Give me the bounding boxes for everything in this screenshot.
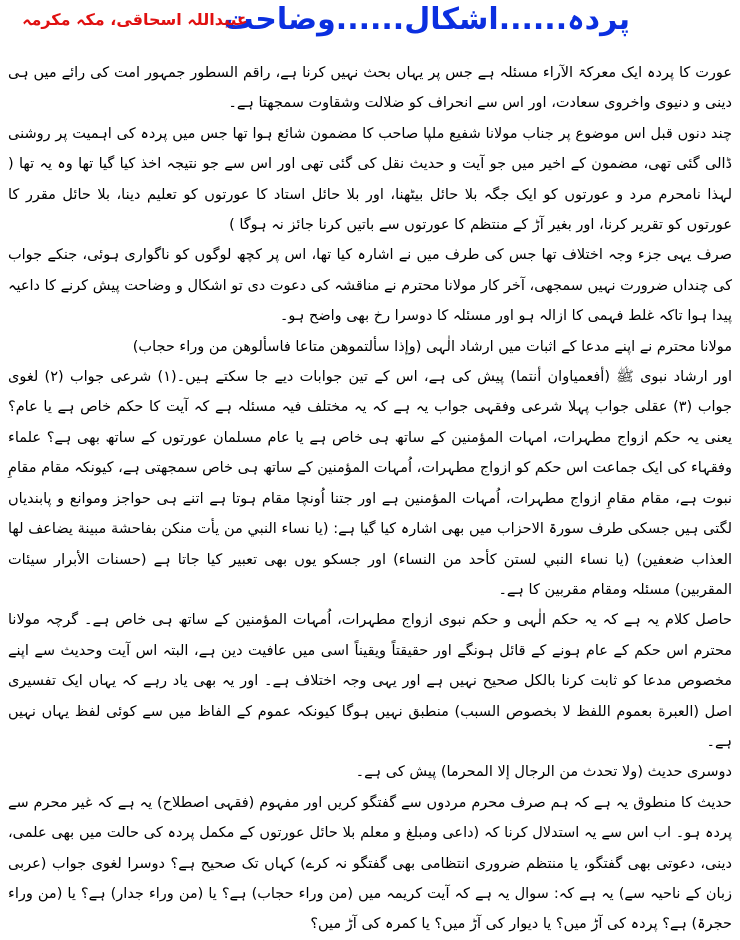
paragraph-quran-verse: مولانا محترم نے اپنے مدعا کے اثبات میں ارشاد الٰہی (وإذا سألتموهن متاعا فاسألوهن من وراء حجاب) (132, 338, 732, 355)
paragraph-intro: عورت کا پردہ ایک معرکۃ الآراء مسئلہ ہے جس پر یہاں بحث نہیں کرنا ہے، راقم السطور جمہور امت کی رائے میں ہی دینی و دنیوی واخروی سعادت، اور اس سے انحراف کو ضلالت وشقاوت سمجھتا ہے۔ (8, 65, 732, 112)
article-title: پردہ......اشکال......وضاحت (223, 2, 630, 37)
paragraph-background: چند دنوں قبل اس موضوع پر جناب مولانا شفیع ملپا صاحب کا مضمون شائع ہوا تھا جس میں پردہ کی اہمیت پر روشنی ڈالی گئی تھی، مضمون کے اخیر میں جو آیت و حدیث نقل کی گئی تھی اور اس سے جو نتیجہ اخذ کیا گیا تھا وہ یہ تھا ( لہذا نامحرم مرد و عورتوں کو ایک جگہ بلا حائل بیٹھنا، اور بلا حائل استاد کا عورتوں کو تعلیم دینا، بلا حائل مقرر کا عورتوں کو تقریر کرنا، اور بغیر آڑ کے منتظم کا عورتوں سے باتیں کرنا جائز نہ ہوگا ) (8, 125, 732, 234)
paragraph-second-hadith: دوسری حدیث (ولا تحدث من الرجال إلا المحرما) پیش کی ہے۔ (355, 764, 732, 781)
article-header (0, 0, 740, 50)
article-body (0, 50, 740, 940)
paragraph-first-answer: اور ارشاد نبوی ﷺ (أفعمياوان أنتما) پیش کی ہے، اس کے تین جوابات دیے جا سکتے ہیں۔(۱) شرعی جواب (۲) لغوی جواب (۳) عقلی جواب پہلا شرعی وفقہی جواب یہ ہے کہ یہ مختلف فیہ مسئلہ ہے کہ آیت کا حکم خاص ہے یا عام؟ یعنی یہ حکم ازواج مطہرات، امہات المؤمنین کے ساتھ ہی خاص ہے یا عام مسلمان عورتوں کے ساتھ بھی ہے؟ علماء وفقہاء کی ایک جماعت اس حکم کو ازواج مطہرات، اُمہات المؤمنین کے ساتھ ہی خاص سمجھتی ہے، کیونکہ مقام مقامِ نبوت ہے، مقام مقامِ ازواج مطہرات، اُمہات المؤمنین ہے اور جتنا اُونچا مقام ہوتا ہے اتنے ہی حواجز وموانع و پابندیاں لگتی ہیں جسکی طرف سورۃ الاحزاب میں بھی اشارہ کیا گیا ہے: (يا نساء النبي من يأت منكن بفاحشة مبينة يضاعف لها العذاب ضعفين) (يا نساء النبي لستن كأحد من النساء) اور جسکو یوں بھی تعبیر کیا جاتا ہے (حسنات الأبرار سيئات المقربين) مسئلہ ومقام مقربین کا ہے۔ (8, 369, 732, 598)
author-name: عبیداللہ اسحاقی، مکہ مکرمہ (22, 10, 248, 29)
paragraph-linguistic-answer: حدیث کا منطوق یہ ہے کہ ہم صرف محرم مردوں سے گفتگو کریں اور مفہوم (فقہی اصطلاح) یہ ہے کہ غیر محرم سے پردہ ہو۔ اب اس سے یہ استدلال کرنا کہ (داعی ومبلغ و معلم بلا حائل عورتوں کے مکمل پردہ کی حالت میں بھی علمی، دینی، دعوتی بھی گفتگو، یا منتظم ضروری انتظامی بھی گفتگو نہ کرے) کہاں تک صحیح ہے؟ دوسرا لغوی جواب (عربی زبان کے ناحیہ سے) یہ ہے کہ: سوال یہ ہے کہ آیت کریمہ میں (من وراء حجاب) ہے؟ یا (من وراء جدار) ہے؟ یا (من وراء حجرۃ) ہے؟ پردہ کی آڑ میں؟ یا دیوار کی آڑ میں؟ یا کمرہ کی آڑ میں؟ (8, 794, 732, 933)
paragraph-conclusion: حاصل کلام یہ ہے کہ یہ حکم الٰہی و حکم نبوی ازواج مطہرات، اُمہات المؤمنین کے ساتھ ہی خاص ہے۔ گرچہ مولانا محترم اس حکم کے عام ہونے کے قائل ہونگے اور حقیقتاً ویقیناً اسی میں عافیت دین ہے، البتہ اس آیت وحدیث سے اپنے مخصوص مدعا کو ثابت کرنا بالکل صحیح نہیں ہے اور یہی وجہ اختلاف ہے۔ اور یہ بھی یاد رہے کہ یہاں ایک تفسیری اصل (العبرة بعموم اللفظ لا بخصوص السبب) منطبق نہیں ہوگا کیونکہ عموم کے الفاظ میں سے کوئی لفظ یہاں نہیں ہے۔ (8, 612, 732, 750)
paragraph-disagreement: صرف یہی جزء وجہ اختلاف تھا جس کی طرف میں نے اشارہ کیا تھا، اس پر کچھ لوگوں کو ناگواری ہوئی، جنکے جواب کی چنداں ضرورت نہیں سمجھی، آخر کار مولانا محترم نے مناقشہ کی دعوت دی تو اشکال و وضاحت پیش کرنے کا داعیہ پیدا ہوا تاکہ غلط فہمی کا ازالہ ہو اور مسئلہ کا دوسرا رخ بھی واضح ہو۔ (8, 247, 732, 325)
